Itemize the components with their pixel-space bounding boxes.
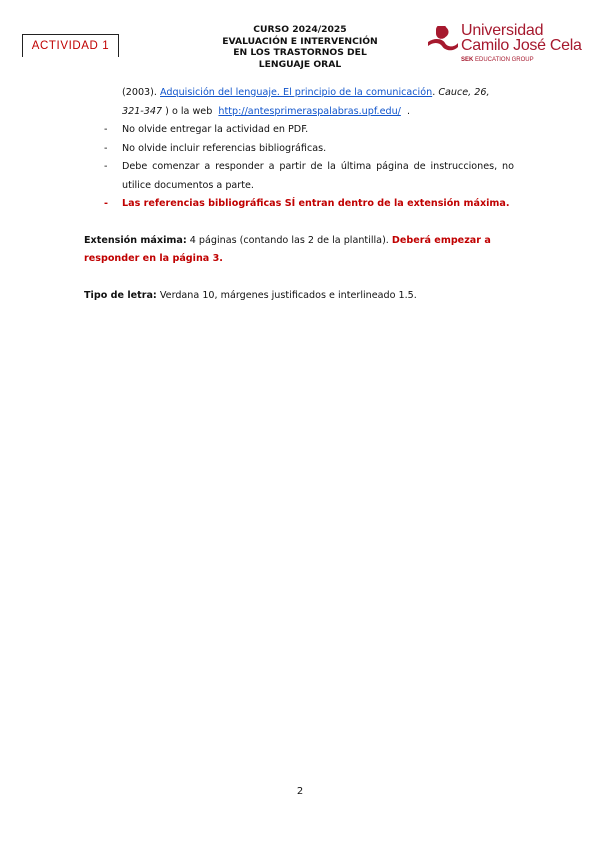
reference-pages: 321-347 xyxy=(122,105,163,117)
bullet-dash: - xyxy=(104,161,108,172)
reference-dot: . xyxy=(432,87,436,98)
list-item: - No olvide incluir referencias bibliográficas. xyxy=(84,140,514,159)
course-line: LENGUAJE ORAL xyxy=(258,58,342,70)
extension-warning: Deberá empezar a responder en la página 3. xyxy=(84,234,491,264)
extension-label: Extensión máxima: xyxy=(84,234,187,246)
logo-swoosh-icon xyxy=(427,26,459,52)
font-label: Tipo de letra: xyxy=(84,289,157,301)
reference-journal: Cauce, 26, xyxy=(438,87,490,98)
extension-paragraph xyxy=(84,232,514,269)
instructions-content xyxy=(84,84,514,305)
reference-line xyxy=(84,84,514,103)
instruction-list xyxy=(84,121,514,214)
university-logo xyxy=(427,22,582,64)
reference-title-link[interactable]: Adquisición del lenguaje. El principio de la comunicación xyxy=(160,87,433,98)
reference-line xyxy=(84,103,514,122)
bullet-dash: - xyxy=(104,198,108,209)
list-item: - Debe comenzar a responder a partir de la última página de instrucciones, no utilice documentos a parte. xyxy=(84,158,514,195)
list-item-warning: - Las referencias bibliográficas SÍ entran dentro de la extensión máxima. xyxy=(84,195,514,214)
course-line: EVALUACIÓN E INTERVENCIÓN xyxy=(222,35,378,47)
bullet-dash: - xyxy=(104,124,108,135)
course-line: CURSO 2024/2025 xyxy=(253,24,347,35)
page-number: 2 xyxy=(296,786,304,797)
reference-end: . xyxy=(407,105,411,117)
extension-text: 4 páginas (contando las 2 de la plantilla). xyxy=(189,234,389,246)
font-paragraph xyxy=(84,287,514,306)
logo-name-text: Camilo José Cela xyxy=(461,37,582,54)
reference-url-link[interactable]: http://antesprimeraspalabras.upf.edu/ xyxy=(218,105,401,117)
font-text: Verdana 10, márgenes justificados e interlineado 1.5. xyxy=(159,289,417,301)
reference-year: (2003). xyxy=(122,87,157,98)
list-item: - No olvide entregar la actividad en PDF. xyxy=(84,121,514,140)
course-line: EN LOS TRASTORNOS DEL xyxy=(233,47,367,58)
reference-web-prefix: ) o la web xyxy=(165,105,213,117)
bullet-dash: - xyxy=(104,142,108,154)
logo-university-text: Universidad xyxy=(461,22,544,39)
logo-group-text: SEK EDUCATION GROUP xyxy=(461,57,534,63)
course-header xyxy=(195,24,405,70)
activity-label: ACTIVIDAD 1 xyxy=(22,34,119,57)
